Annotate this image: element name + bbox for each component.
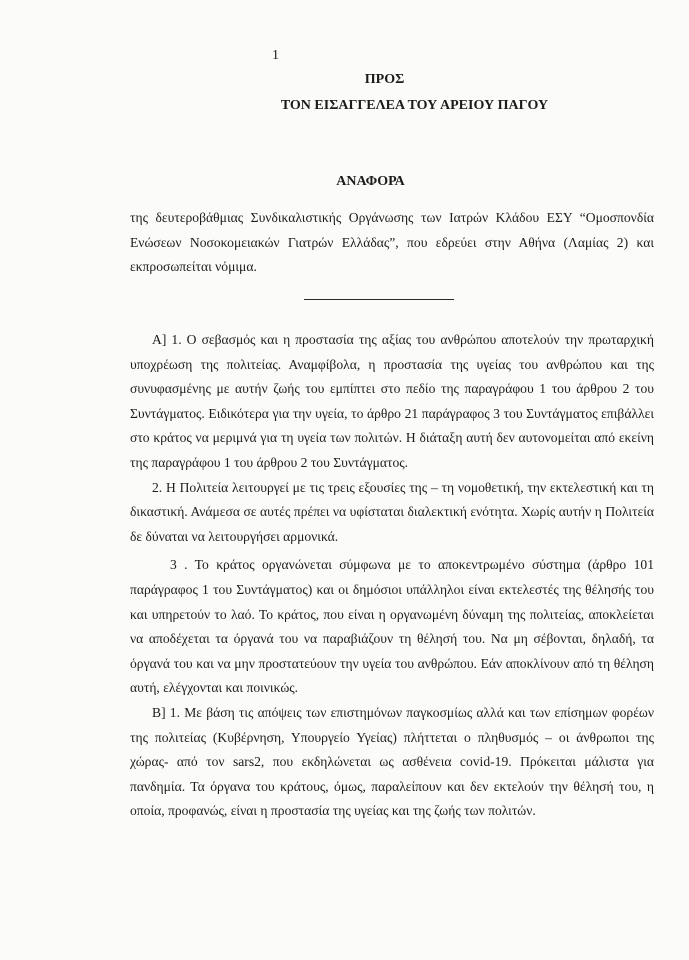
paragraph-a1: Α] 1. Ο σεβασμός και η προστασία της αξίας του ανθρώπου αποτελούν την πρωταρχική υποχρέωση της πολιτείας. Αναμφίβολα, η προστασία της υγείας του ανθρώπου και της συνυφασμένης με αυτήν ζωής του εμπίπτει στο πεδίο της παραγράφου 1 του άρθρου 2 του Συντάγματος. Ειδικότερα για την υγεία, το άρθρο 21 παράγραφος 3 του Συντάγματος επιβάλλει στο κράτος να μεριμνά για τη υγεία των πολιτών. Η διάταξη αυτή δεν αυτονομείται από εκείνη της παραγράφου 1 του άρθρου 2 του Συντάγματος. (130, 332, 654, 470)
page-number: 1 (272, 48, 279, 63)
section-divider (304, 299, 454, 300)
paragraph-b1: Β] 1. Με βάση τις απόψεις των επιστημόνων παγκοσμίως αλλά και των επίσημων φορέων της πολιτείας (Κυβέρνηση, Υπουργείο Υγείας) πλήττεται ο πληθυσμός – οι άνθρωποι της χώρας- από τον sars2, που εκδηλώνεται ως ασθένεια covid-19. Πρόκειται μάλιστα για πανδημία. Τα όργανα του κράτους, όμως, παραλείπουν και δεν εκτελούν την θέλησή του, η οποία, προφανώς, είναι η προστασία της υγείας και της ζωής των πολιτών. (130, 704, 654, 819)
document-body (130, 328, 654, 824)
addressee-line-1: ΠΡΟΣ (364, 72, 405, 87)
paragraph-a2: 2. Η Πολιτεία λειτουργεί με τις τρεις εξουσίες της – τη νομοθετική, την εκτελεστική και τη δικαστική. Ανάμεσα σε αυτές πρέπει να υφίσταται διαλεκτική ενότητα. Χωρίς αυτήν η Πολιτεία δε δύναται να λειτουργήσει αρμονικά. (130, 479, 654, 544)
document-title: ΑΝΑΦΟΡΑ (336, 174, 405, 189)
paragraph-a3: 3 . Το κράτος οργανώνεται σύμφωνα με το αποκεντρωμένο σύστημα (άρθρο 101 παράγραφος 1 του Συντάγματος) και οι δημόσιοι υπάλληλοι είναι εκτελεστές της θέλησής του και υπηρετούν το λαό. Το κράτος, που είναι η οργανωμένη δύναμη της πολιτείας, αποκλείεται να αποδέχεται τα όργανά του να παραβιάζουν τη θέλησή του. Να μη σέβονται, δηλαδή, τα όργανά του και να μην προστατεύουν την υγεία του ανθρώπου. Εάν αποκλίνουν από τη θέληση αυτή, ελέγχονται και ποινικώς. (130, 557, 654, 696)
addressee-line-2: ΤΟΝ ΕΙΣΑΓΓΕΛΕΑ ΤΟΥ ΑΡΕΙΟΥ ΠΑΓΟΥ (280, 98, 549, 113)
intro-paragraph: της δευτεροβάθμιας Συνδικαλιστικής Οργάνωσης των Ιατρών Κλάδου ΕΣΥ “Ομοσπονδία Ενώσεων Νοσοκομειακών Γιατρών Ελλάδας”, που εδρεύει στην Αθήνα (Λαμίας 2) και εκπροσωπείται νόμιμα. (130, 210, 654, 275)
